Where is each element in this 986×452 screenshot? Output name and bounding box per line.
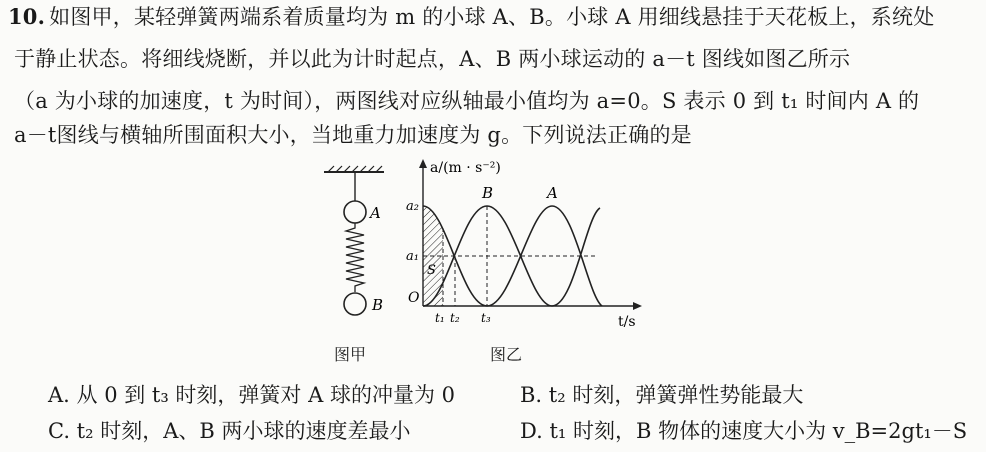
tick-t2: t₂ <box>450 311 460 325</box>
question-text-1: 如图甲，某轻弹簧两端系着质量均为 m 的小球 A、B。小球 A 用细线悬挂于天花板上，系统处 <box>49 5 935 29</box>
curve-b-label: B <box>482 184 494 202</box>
option-d[interactable]: D. t₁ 时刻，B 物体的速度大小为 v_B=2gt₁－S <box>520 419 968 443</box>
tick-a2: a₂ <box>406 199 419 214</box>
x-axis-label: t/s <box>618 314 636 330</box>
question-number: 10. <box>8 4 46 29</box>
question-line-4: a－t图线与横轴所围面积大小，当地重力加速度为 g。下列说法正确的是 <box>14 123 692 147</box>
ball-b <box>344 293 366 315</box>
figure-yi-caption: 图乙 <box>490 345 523 364</box>
y-axis-label: a/(m · s⁻²) <box>430 160 501 176</box>
tick-t3: t₃ <box>481 311 491 325</box>
figures <box>322 156 642 370</box>
area-s-label: S <box>427 263 436 278</box>
figure-jia-caption: 图甲 <box>334 345 367 364</box>
option-a[interactable]: A. 从 0 到 t₃ 时刻，弹簧对 A 球的冲量为 0 <box>48 383 455 407</box>
option-b[interactable]: B. t₂ 时刻，弹簧弹性势能最大 <box>520 383 804 407</box>
ball-a-label: A <box>370 204 381 222</box>
tick-a1: a₁ <box>406 249 419 264</box>
option-c[interactable]: C. t₂ 时刻，A、B 两小球的速度差最小 <box>48 419 411 443</box>
figure-jia-diagram <box>324 166 384 315</box>
curve-a-label: A <box>547 184 558 202</box>
question-line-1 <box>8 2 934 32</box>
figure-yi-graph <box>406 159 642 330</box>
question-line-2: 于静止状态。将细线烧断，并以此为计时起点，A、B 两小球运动的 a－t 图线如图乙所示 <box>14 47 851 71</box>
figure-svg <box>322 156 642 366</box>
y-axis-arrow <box>419 159 427 168</box>
tick-t1: t₁ <box>435 311 445 325</box>
spring <box>346 223 364 292</box>
origin-label: O <box>408 290 420 306</box>
ball-a <box>344 201 366 223</box>
x-axis-arrow <box>633 302 642 310</box>
ball-b-label: B <box>372 296 384 314</box>
question-line-3: （a 为小球的加速度，t 为时间），两图线对应纵轴最小值均为 a=0。S 表示 0 到 t₁ 时间内 A 的 <box>14 89 920 113</box>
curve-a <box>423 206 602 306</box>
